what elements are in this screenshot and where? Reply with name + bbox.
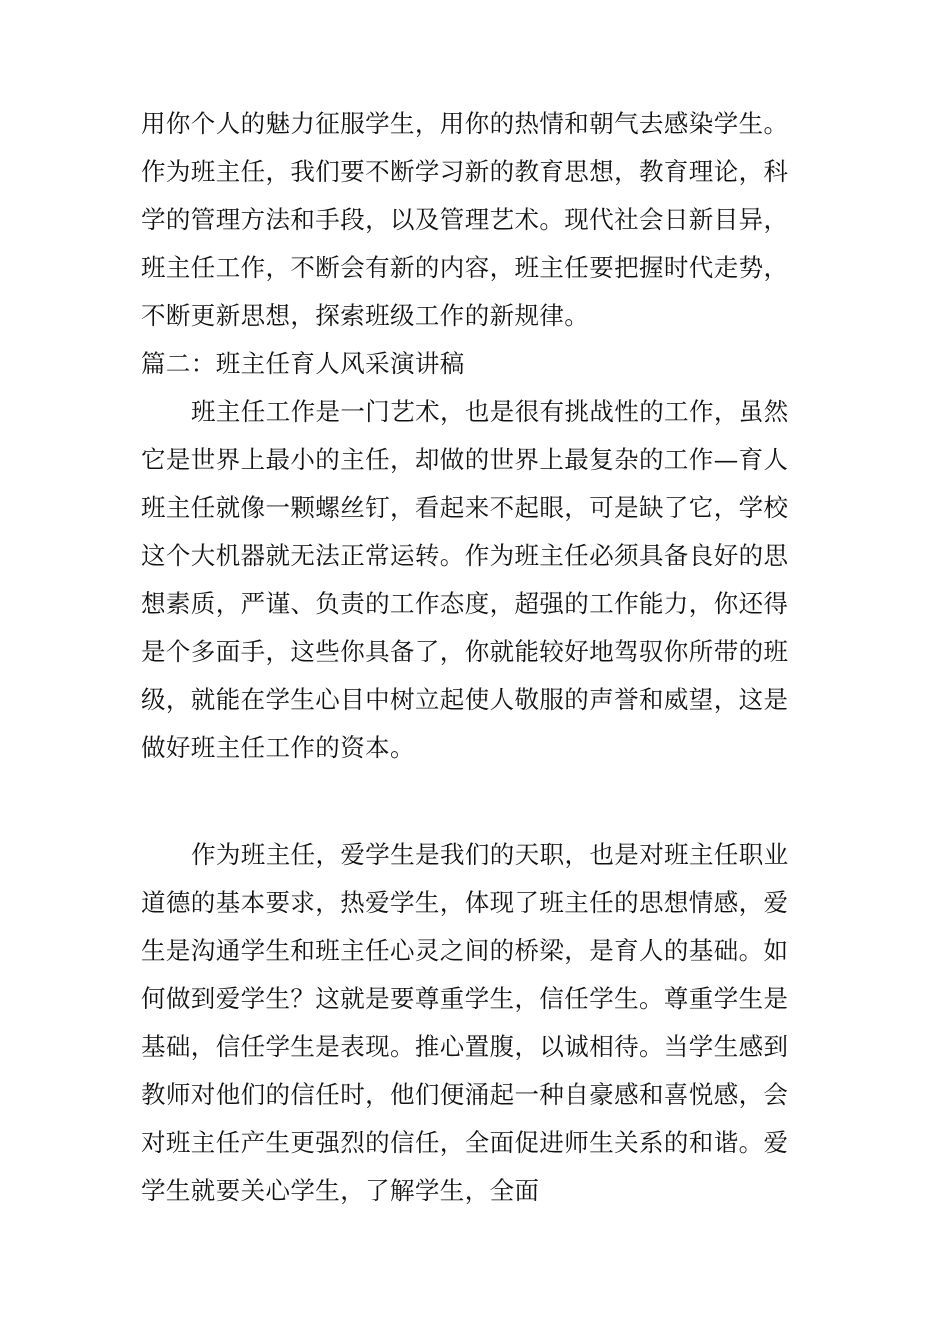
text-line: 道德的基本要求，热爱学生，体现了班主任的思想情感，爱 (141, 888, 789, 917)
text-line: 这个大机器就无法正常运转。作为班主任必须具备良好的思 (141, 541, 789, 570)
text-line: 不断更新思想，探索班级工作的新规律。 (141, 301, 590, 330)
text-line: 它是世界上最小的主任，却做的世界上最复杂的工作—育人 (141, 445, 789, 474)
text-line: 想素质，严谨、负责的工作态度，超强的工作能力，你还得 (141, 589, 789, 618)
text-line: 做好班主任工作的资本。 (141, 733, 415, 762)
paragraph-2 (141, 388, 811, 772)
document-body (141, 100, 811, 1215)
text-line: 学的管理方法和手段，以及管理艺术。现代社会日新目异， (141, 205, 789, 234)
text-line: 班主任就像一颗螺丝钉，看起来不起眼，可是缺了它，学校 (141, 493, 789, 522)
paragraph-1 (141, 100, 811, 340)
paragraph-spacer (141, 772, 811, 831)
text-line: 级，就能在学生心目中树立起使人敬服的声誉和威望，这是 (141, 685, 789, 714)
text-line: 教师对他们的信任时，他们便涌起一种自豪感和喜悦感，会 (141, 1080, 789, 1109)
paragraph-3 (141, 831, 811, 1215)
text-line: 班主任工作是一门艺术，也是很有挑战性的工作，虽然 (191, 397, 789, 426)
section-heading: 篇二：班主任育人风采演讲稿 (141, 349, 465, 378)
text-line: 对班主任产生更强烈的信任，全面促进师生关系的和谐。爱 (141, 1128, 789, 1157)
text-line: 何做到爱学生？这就是要尊重学生，信任学生。尊重学生是 (141, 984, 789, 1013)
text-line: 作为班主任，爱学生是我们的天职，也是对班主任职业 (191, 840, 789, 869)
text-line: 基础，信任学生是表现。推心置腹，以诚相待。当学生感到 (141, 1032, 789, 1061)
text-line: 用你个人的魅力征服学生，用你的热情和朝气去感染学生。 (141, 109, 789, 138)
text-line: 生是沟通学生和班主任心灵之间的桥梁，是育人的基础。如 (141, 936, 789, 965)
text-line: 学生就要关心学生，了解学生，全面 (141, 1176, 540, 1205)
text-line: 是个多面手，这些你具备了，你就能较好地驾驭你所带的班 (141, 637, 789, 666)
text-line: 作为班主任，我们要不断学习新的教育思想，教育理论，科 (141, 157, 789, 186)
text-line: 班主任工作，不断会有新的内容，班主任要把握时代走势， (141, 253, 789, 282)
